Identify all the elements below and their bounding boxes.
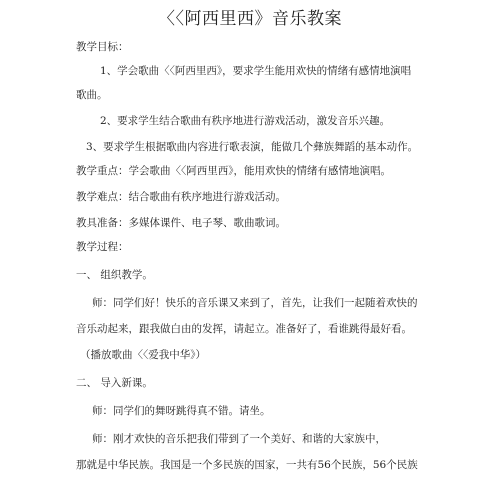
section-two-heading: 二、 导入新课。	[76, 377, 153, 389]
teacher-line-1-continued: 音乐动起来，跟我做白由的发挥，请起立。准备好了，看谁跳得最好看。	[76, 323, 412, 335]
document-title: 〈〈阿西里西》音乐教案	[158, 9, 342, 29]
key-points: 教学重点：学会歌曲〈〈阿西里西》，能用欢快的情绪有感情地演唱。	[76, 165, 391, 177]
difficult-points: 教学难点：结合歌曲有秩序地进行游戏活动。	[76, 191, 286, 203]
teacher-line-3-continued: 那就是中华民族。我国是一个多民族的国家，一共有56个民族，56个民族	[76, 459, 418, 471]
teacher-line-3: 师：刚才欢快的音乐把我们带到了一个美好、和谐的大家族中，	[92, 433, 386, 445]
objective-3: 3、要求学生根据歌曲内容进行歌表演，能做几个彝族舞蹈的基本动作。	[86, 141, 419, 153]
objective-1-continued: 歌曲。	[76, 89, 108, 101]
teacher-line-2: 师：同学们的舞呀跳得真不错。请坐。	[92, 405, 271, 417]
objective-1: 1、学会歌曲〈〈阿西里西》，要求学生能用欢快的情绪有感情地演唱	[100, 65, 412, 77]
section-one-heading: 一、 组织教学。	[76, 269, 153, 281]
teacher-line-1: 师：同学们好！快乐的音乐课又来到了，首先，让我们一起随着欢快的	[92, 297, 418, 309]
objectives-heading: 教学目标：	[76, 41, 129, 53]
play-song-note: （播放歌曲〈〈爱我中华》）	[80, 349, 206, 361]
process-heading: 教学过程：	[76, 241, 129, 253]
teaching-aids: 教具准备：多媒体课件、电子琴、歌曲歌词。	[76, 217, 286, 229]
objective-2: 2、要求学生结合歌曲有秩序地进行游戏活动，激发音乐兴趣。	[100, 115, 391, 127]
